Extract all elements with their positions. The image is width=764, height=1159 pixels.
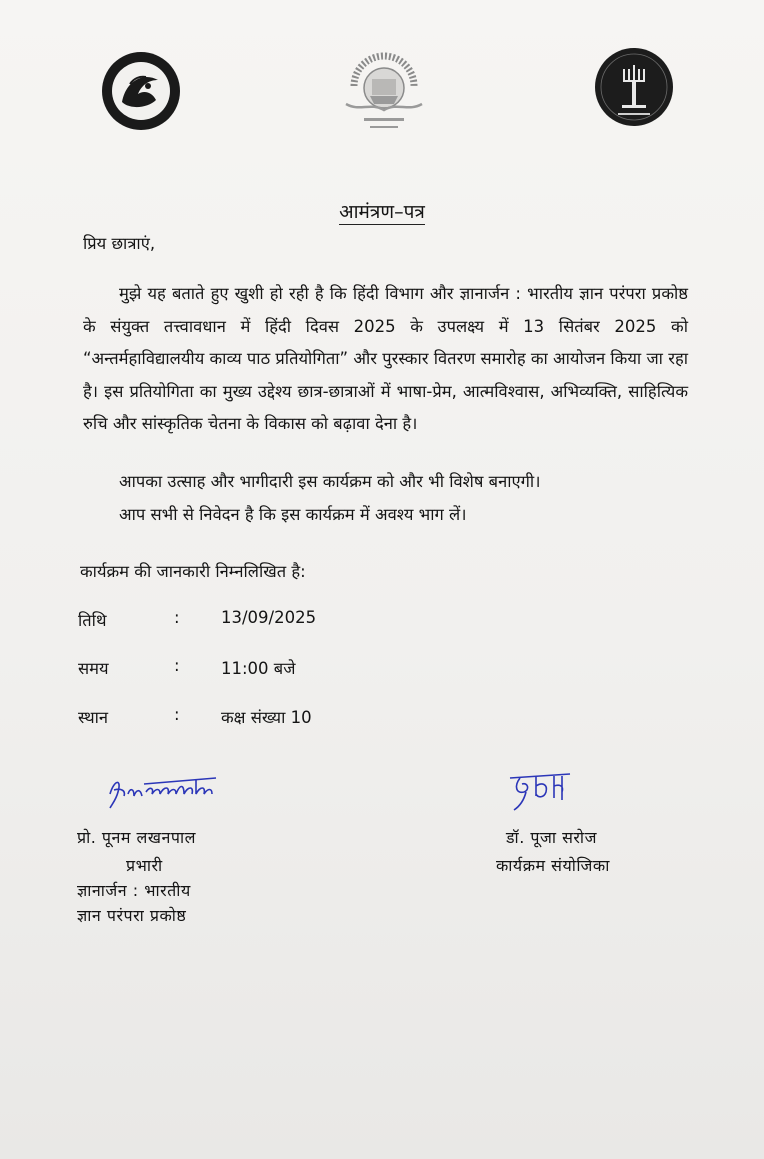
university-emblem-logo bbox=[340, 46, 428, 136]
left-signatory-org-line2: ज्ञान परंपरा प्रकोष्ठ bbox=[77, 906, 187, 925]
enthusiasm-line: आपका उत्साह और भागीदारी इस कार्यक्रम को और भी विशेष बनाएगी। bbox=[119, 472, 541, 491]
right-signatory-role: कार्यक्रम संयोजिका bbox=[496, 856, 610, 875]
college-emblem-logo bbox=[100, 50, 182, 132]
hindi-department-emblem-logo bbox=[594, 47, 674, 127]
letter-title: आमंत्रण–पत्र bbox=[339, 201, 425, 223]
right-signatory-name: डॉ. पूजा सरोज bbox=[506, 828, 597, 847]
program-info-heading: कार्यक्रम की जानकारी निम्नलिखित है: bbox=[80, 562, 306, 581]
detail-row-time bbox=[78, 656, 478, 682]
detail-label: समय bbox=[78, 659, 109, 678]
left-signatory-name: प्रो. पूनम लखनपाल bbox=[77, 828, 196, 847]
detail-separator: : bbox=[174, 656, 180, 675]
left-signatory-org-line1: ज्ञानार्जन : भारतीय bbox=[77, 881, 191, 900]
detail-label: तिथि bbox=[78, 611, 107, 630]
salutation: प्रिय छात्राएं, bbox=[83, 234, 156, 253]
detail-value: 11:00 बजे bbox=[221, 659, 296, 678]
left-signatory-role: प्रभारी bbox=[126, 856, 163, 875]
right-handwritten-signature bbox=[506, 766, 576, 816]
detail-row-venue bbox=[78, 705, 478, 731]
detail-value: कक्ष संख्या 10 bbox=[221, 708, 312, 727]
detail-separator: : bbox=[174, 705, 180, 724]
detail-label: स्थान bbox=[78, 708, 109, 727]
detail-separator: : bbox=[174, 608, 180, 627]
left-handwritten-signature bbox=[104, 772, 224, 812]
detail-row-date bbox=[78, 608, 478, 634]
body-paragraph: मुझे यह बताते हुए खुशी हो रही है कि हिंदी विभाग और ज्ञानार्जन : भारतीय ज्ञान परंपरा प्रकोष्ठ के संयुक्त तत्त्वावधान में हिंदी दिवस 2025 के उपलक्ष्य में 13 सितंबर 2025 को “अन्तर्महाविद्यालयीय काव्य पाठ प्रतियोगिता” और पुरस्कार वितरण समारोह का आयोजन किया जा रहा है। इस प्रतियोगिता का मुख्य उद्देश्य छात्र-छात्राओं में भाषा-प्रेम, आत्मविश्वास, अभिव्यक्ति, साहित्यिक रुचि और सांस्कृतिक चेतना के विकास को बढ़ावा देना है। bbox=[83, 284, 688, 433]
request-line: आप सभी से निवेदन है कि इस कार्यक्रम में अवश्य भाग लें। bbox=[119, 505, 467, 524]
detail-value: 13/09/2025 bbox=[221, 608, 317, 627]
